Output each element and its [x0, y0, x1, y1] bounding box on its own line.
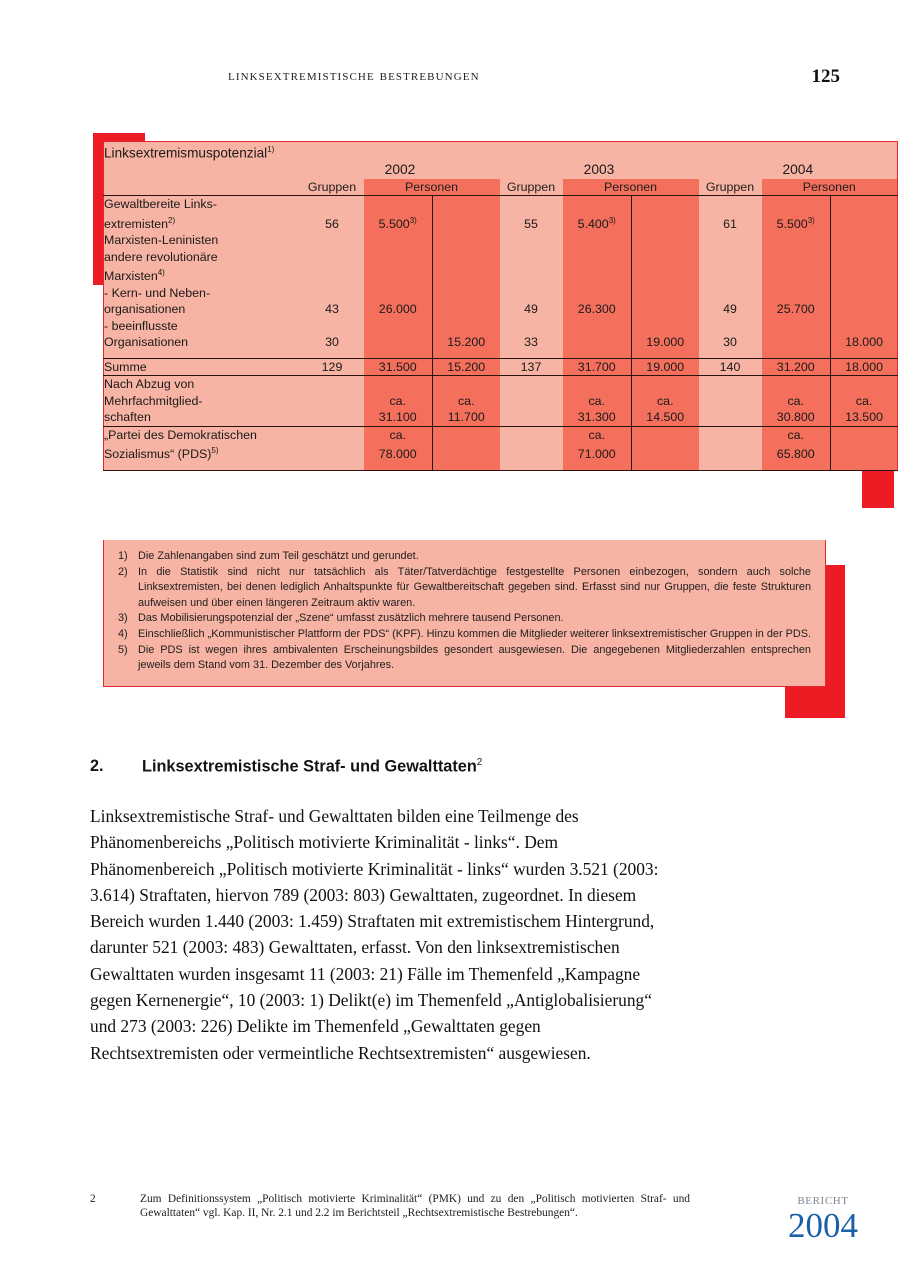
net-approx-personen2-2003: ca. [632, 393, 699, 410]
row-label-beeinflusste-line1: - beeinflusste [104, 318, 178, 333]
table-row [104, 393, 898, 410]
cell-blank [301, 285, 364, 302]
footnote-text: Einschließlich „Kommunistischer Plattform der PDS“ (KPF). Hinzu kommen die Mitglieder weiterer linksextremistischer Gruppen in der PDS. [138, 627, 812, 640]
footnote-number: 5) [118, 643, 128, 656]
cell-gruppen-2003: 55 [524, 216, 538, 231]
spacer-cell [104, 463, 301, 471]
cell-personen1-2004 [762, 334, 831, 351]
row-label-footnote-marker: 4) [157, 268, 165, 278]
footnote-text: Das Mobilisierungspotenzial der „Szene“ umfasst zusätzlich mehrere tausend Personen. [138, 612, 564, 625]
table-bottom-spacer-row [104, 463, 898, 471]
cell-blank [699, 409, 762, 426]
cell-blank [699, 376, 762, 393]
table-row [104, 318, 898, 335]
cell-blank [632, 443, 699, 463]
cell-blank [762, 376, 831, 393]
cell-blank [699, 249, 762, 266]
cell-personen2-2002: 15.200 [433, 334, 500, 351]
cell-blank [563, 285, 632, 302]
cell-blank [762, 232, 831, 249]
cell-blank [364, 318, 433, 335]
year-row-spacer [104, 162, 301, 179]
cell-blank [831, 443, 898, 463]
cell-personen1-2003: 26.300 [563, 301, 632, 318]
spacer-cell [699, 351, 762, 359]
cell-blank [632, 285, 699, 302]
net-approx-personen1-2004: ca. [762, 393, 831, 410]
cell-personen1-2003 [563, 334, 632, 351]
cell-blank [563, 232, 632, 249]
cell-gruppen-2002: 43 [325, 302, 339, 317]
cell-blank [500, 443, 563, 463]
row-label-text: Marxisten [104, 269, 158, 284]
cell-blank [563, 249, 632, 266]
cell-blank [831, 285, 898, 302]
cell-blank [364, 265, 433, 285]
cell-blank [500, 426, 563, 443]
table-column-header-row [104, 179, 898, 196]
cell-personen2-2003 [632, 213, 699, 233]
cell-personen2-2004: 18.000 [831, 334, 898, 351]
cell-blank [433, 249, 500, 266]
body-paragraph: Linksextremistische Straf- und Gewalttaten bilden eine Teilmenge des Phänomenbereichs „Politisch motivierte Kriminalität - links“. Dem Phänomenbereich „Politisch motivierte Kriminalität - links“ wurden 3.521 (2003: 3.614) Straftaten, hiervon 789 (2003: 803) Gewalttaten, zugeordnet. In diesem Bereich wurden 1.440 (2003: 1.459) Straftaten mit extremistischem Hintergrund, darunter 521 (2003: 483) Gewalttaten, erfasst. Von den linksextremistischen Gewalttaten wurden insgesamt 11 (2003: 21) Fälle im Themenfeld „Kampagne gegen Kernenergie“, 10 (2003: 1) Delikt(e) im Themenfeld „Antiglobalisierung“ und 273 (2003: 226) Delikte im Themenfeld „Gewalttaten gegen Rechtsextremisten oder vermeintliche Rechtsextremisten“ ausgewiesen. [90, 806, 659, 1063]
net-approx-personen1-2002: ca. [364, 393, 433, 410]
table-footnote-item [118, 611, 811, 627]
cell-blank [364, 249, 433, 266]
cell-blank [699, 265, 762, 285]
cell-blank [301, 426, 364, 443]
cell-blank [500, 265, 563, 285]
footnote-text: Die Zahlenangaben sind zum Teil geschätzt und gerundet. [138, 550, 419, 562]
cell-blank [762, 265, 831, 285]
table-title-row [104, 142, 898, 163]
spacer-cell [433, 463, 500, 471]
table-row [104, 334, 898, 351]
cell-gruppen-2004: 61 [723, 216, 737, 231]
column-header-personen-2002: Personen [364, 179, 500, 196]
net-approx-personen2-2002: ca. [433, 393, 500, 410]
sum-personen1-2002: 31.500 [364, 358, 433, 376]
net-personen2-2004: 13.500 [831, 409, 898, 426]
spacer-cell [699, 463, 762, 471]
sum-personen2-2004: 18.000 [831, 358, 898, 376]
column-header-gruppen-2004: Gruppen [699, 179, 762, 196]
cell-blank [433, 265, 500, 285]
cell-personen1-2004 [762, 213, 831, 233]
spacer-cell [762, 351, 831, 359]
section-number: 2. [90, 757, 104, 776]
column-header-personen-2004: Personen [762, 179, 898, 196]
cell-blank [762, 318, 831, 335]
spacer-cell [104, 351, 301, 359]
spacer-cell [301, 351, 364, 359]
year-header-2002: 2002 [384, 162, 416, 178]
cell-blank [433, 318, 500, 335]
footnote-text: In die Statistik sind nicht nur tatsächlich als Täter/Tatverdächtige festgestellte Personen einbezogen, sondern auch solche Linksextremisten, bei denen lediglich Anhaltspunkte für Gewaltbereitschaft gegeben sind. Erfasst sind nur Gruppen, die feste Strukturen aufweisen und über einen längeren Zeitraum aktiv waren. [138, 565, 811, 609]
cell-personen2-2004 [831, 301, 898, 318]
table-footnote-item [118, 627, 811, 643]
row-label-footnote-marker: 2) [168, 215, 176, 225]
running-head [0, 68, 900, 92]
sum-personen2-2002: 15.200 [433, 358, 500, 376]
sum-gruppen-2002: 129 [301, 358, 364, 376]
table-title: Linksextremismuspotenzial [104, 145, 268, 161]
table-row [104, 265, 898, 285]
spacer-cell [632, 463, 699, 471]
cell-blank [563, 196, 632, 213]
cell-blank [563, 376, 632, 393]
cell-blank [762, 196, 831, 213]
cell-blank [301, 249, 364, 266]
cell-blank [500, 409, 563, 426]
pds-approx-2003: ca. [563, 426, 632, 443]
cell-blank [563, 265, 632, 285]
row-label-text: extremisten [104, 216, 169, 231]
cell-blank [500, 318, 563, 335]
sum-row-label: Summe [104, 358, 301, 376]
sum-gruppen-2003: 137 [500, 358, 563, 376]
table-row [104, 443, 898, 463]
cell-blank [831, 265, 898, 285]
cell-gruppen-2003: 49 [524, 302, 538, 317]
cell-blank [831, 376, 898, 393]
cell-blank [301, 232, 364, 249]
footnote-number: 4) [118, 627, 128, 640]
table-footnote-item [118, 549, 811, 565]
cell-personen2-2003 [632, 301, 699, 318]
table-footnote-item [118, 643, 811, 674]
spacer-cell [500, 351, 563, 359]
year-header-2004: 2004 [782, 162, 814, 178]
cell-blank [632, 249, 699, 266]
sum-personen1-2003: 31.700 [563, 358, 632, 376]
pds-personen1-2003: 71.000 [563, 443, 632, 463]
spacer-cell [500, 463, 563, 471]
page-footnote [90, 1192, 690, 1221]
cell-blank [301, 265, 364, 285]
pds-row-label-line1: „Partei des Demokratischen [104, 427, 257, 442]
cell-blank [632, 426, 699, 443]
cell-blank [301, 409, 364, 426]
cell-blank [632, 196, 699, 213]
footnote-text: Die PDS ist wegen ihres ambivalenten Erscheinungsbildes gesondert ausgewiesen. Die angegebenen Mitgliederzahlen entsprechen jeweils dem Stand vom 31. Dezember des Vorjahres. [138, 643, 811, 672]
net-row-label-line3: schaften [104, 409, 301, 426]
linksextremismuspotenzial-table [103, 141, 898, 471]
spacer-cell [563, 463, 632, 471]
row-label-marxisten-line1: Marxisten-Leninisten [104, 233, 219, 248]
row-label-marxisten-line2: andere revolutionäre [104, 249, 218, 264]
cell-blank [500, 232, 563, 249]
cell-blank [433, 426, 500, 443]
cell-blank [831, 426, 898, 443]
table-row [104, 301, 898, 318]
cell-blank [563, 318, 632, 335]
cell-personen1-2002: 26.000 [364, 301, 433, 318]
cell-blank [364, 232, 433, 249]
table-title-footnote-marker: 1) [267, 145, 275, 154]
pds-row-label-line2 [104, 443, 301, 463]
spacer-cell [831, 463, 898, 471]
row-label-gewaltbereite-line1: Gewaltbereite Links- [104, 197, 217, 212]
table-footnote-item [118, 565, 811, 612]
cell-footnote-marker: 3) [409, 215, 417, 225]
section-heading [90, 757, 770, 776]
table-row [104, 426, 898, 443]
cell-footnote-marker: 3) [807, 215, 815, 225]
cell-blank [500, 196, 563, 213]
table-row [104, 285, 898, 302]
cell-blank [831, 232, 898, 249]
net-approx-personen2-2004: ca. [831, 393, 898, 410]
statistics-table-wrapper [103, 141, 883, 471]
spacer-cell [632, 351, 699, 359]
table-year-row [104, 162, 898, 179]
footnote-number: 1) [118, 550, 128, 562]
row-label-text: Sozialismus“ (PDS) [104, 447, 212, 462]
cell-blank [762, 285, 831, 302]
row-label-kern-line2: organisationen [104, 302, 186, 317]
year-header-2003: 2003 [583, 162, 615, 178]
report-logo [788, 1192, 858, 1244]
page-number: 125 [811, 66, 840, 87]
spacer-cell [831, 351, 898, 359]
cell-blank [500, 393, 563, 410]
cell-value: 5.400 [577, 216, 609, 231]
spacer-cell [364, 463, 433, 471]
spacer-cell [762, 463, 831, 471]
net-personen2-2003: 14.500 [632, 409, 699, 426]
table-row [104, 232, 898, 249]
row-label-beeinflusste-line2: Organisationen [104, 335, 189, 350]
cell-personen2-2003: 19.000 [632, 334, 699, 351]
running-head-title: linksextremistische bestrebungen [228, 68, 480, 84]
cell-blank [433, 232, 500, 249]
cell-gruppen-2004: 49 [723, 302, 737, 317]
pds-personen1-2004: 65.800 [762, 443, 831, 463]
cell-blank [699, 443, 762, 463]
sum-personen1-2004: 31.200 [762, 358, 831, 376]
sum-gruppen-2004: 140 [699, 358, 762, 376]
cell-blank [433, 376, 500, 393]
cell-footnote-marker: 3) [608, 215, 616, 225]
row-label-marxisten-line3 [104, 265, 301, 285]
net-personen2-2002: 11.700 [433, 409, 500, 426]
cell-blank [632, 376, 699, 393]
net-row-label-line1: Nach Abzug von [104, 377, 195, 392]
cell-personen2-2002 [433, 213, 500, 233]
net-personen1-2003: 31.300 [563, 409, 632, 426]
net-personen1-2004: 30.800 [762, 409, 831, 426]
cell-blank [500, 376, 563, 393]
net-row-label-line2: Mehrfachmitglied- [104, 393, 203, 408]
cell-blank [301, 443, 364, 463]
cell-value: 5.500 [378, 216, 410, 231]
pds-approx-2002: ca. [364, 426, 433, 443]
cell-blank [500, 285, 563, 302]
table-spacer-row [104, 351, 898, 359]
spacer-cell [433, 351, 500, 359]
cell-blank [301, 393, 364, 410]
cell-value: 5.500 [776, 216, 808, 231]
column-header-gruppen-2002: Gruppen [301, 179, 364, 196]
cell-personen2-2004 [831, 213, 898, 233]
sum-personen2-2003: 19.000 [632, 358, 699, 376]
cell-blank [433, 196, 500, 213]
footnote-number: 3) [118, 612, 128, 625]
table-row [104, 409, 898, 426]
cell-blank [831, 196, 898, 213]
cell-blank [699, 285, 762, 302]
row-label-kern-line1: - Kern- und Neben- [104, 285, 211, 300]
cell-blank [301, 376, 364, 393]
cell-blank [699, 393, 762, 410]
cell-blank [699, 232, 762, 249]
cell-gruppen-2002: 56 [325, 216, 339, 231]
cell-personen1-2003 [563, 213, 632, 233]
cell-personen1-2004: 25.700 [762, 301, 831, 318]
cell-blank [500, 249, 563, 266]
net-personen1-2002: 31.100 [364, 409, 433, 426]
cell-blank [301, 318, 364, 335]
cell-blank [364, 376, 433, 393]
cell-blank [364, 285, 433, 302]
column-header-personen-2003: Personen [563, 179, 699, 196]
column-header-spacer [104, 179, 301, 196]
table-row [104, 213, 898, 233]
row-label-footnote-marker: 5) [211, 446, 219, 456]
cell-blank [699, 318, 762, 335]
section-footnote-marker: 2 [476, 757, 483, 768]
page-footnote-number: 2 [90, 1193, 96, 1205]
cell-blank [632, 265, 699, 285]
section-title: Linksextremistische Straf- und Gewalttaten [142, 757, 477, 776]
cell-blank [632, 232, 699, 249]
cell-blank [699, 426, 762, 443]
logo-word: bericht [797, 1192, 849, 1208]
cell-blank [364, 196, 433, 213]
spacer-cell [301, 463, 364, 471]
cell-blank [632, 318, 699, 335]
cell-blank [831, 318, 898, 335]
page-footnote-text: Zum Definitionssystem „Politisch motivierte Kriminalität“ (PMK) und zu den „Politisch motivierten Straf- und Gewalttaten“ vgl. Kap. II, Nr. 2.1 und 2.2 im Berichtsteil „Rechtsextremistische Bestrebungen“. [140, 1193, 690, 1220]
cell-blank [762, 249, 831, 266]
spacer-cell [364, 351, 433, 359]
column-header-gruppen-2003: Gruppen [500, 179, 563, 196]
net-approx-personen1-2003: ca. [563, 393, 632, 410]
cell-blank [699, 196, 762, 213]
cell-gruppen-2003: 33 [524, 335, 538, 350]
spacer-cell [563, 351, 632, 359]
table-row [104, 196, 898, 213]
pds-approx-2004: ca. [762, 426, 831, 443]
cell-blank [301, 196, 364, 213]
cell-gruppen-2002: 30 [325, 335, 339, 350]
table-footnotes-box [103, 540, 826, 687]
table-row [104, 376, 898, 393]
footnote-number: 2) [118, 565, 128, 578]
cell-blank [433, 285, 500, 302]
table-title-cell [104, 142, 898, 163]
cell-gruppen-2004: 30 [723, 335, 737, 350]
cell-personen1-2002 [364, 334, 433, 351]
cell-blank [433, 443, 500, 463]
cell-personen1-2002 [364, 213, 433, 233]
pds-personen1-2002: 78.000 [364, 443, 433, 463]
table-sum-row [104, 358, 898, 376]
cell-blank [831, 249, 898, 266]
logo-year: 2004 [788, 1206, 858, 1245]
table-row [104, 249, 898, 266]
cell-personen2-2002 [433, 301, 500, 318]
row-label-gewaltbereite-line2 [104, 213, 301, 233]
